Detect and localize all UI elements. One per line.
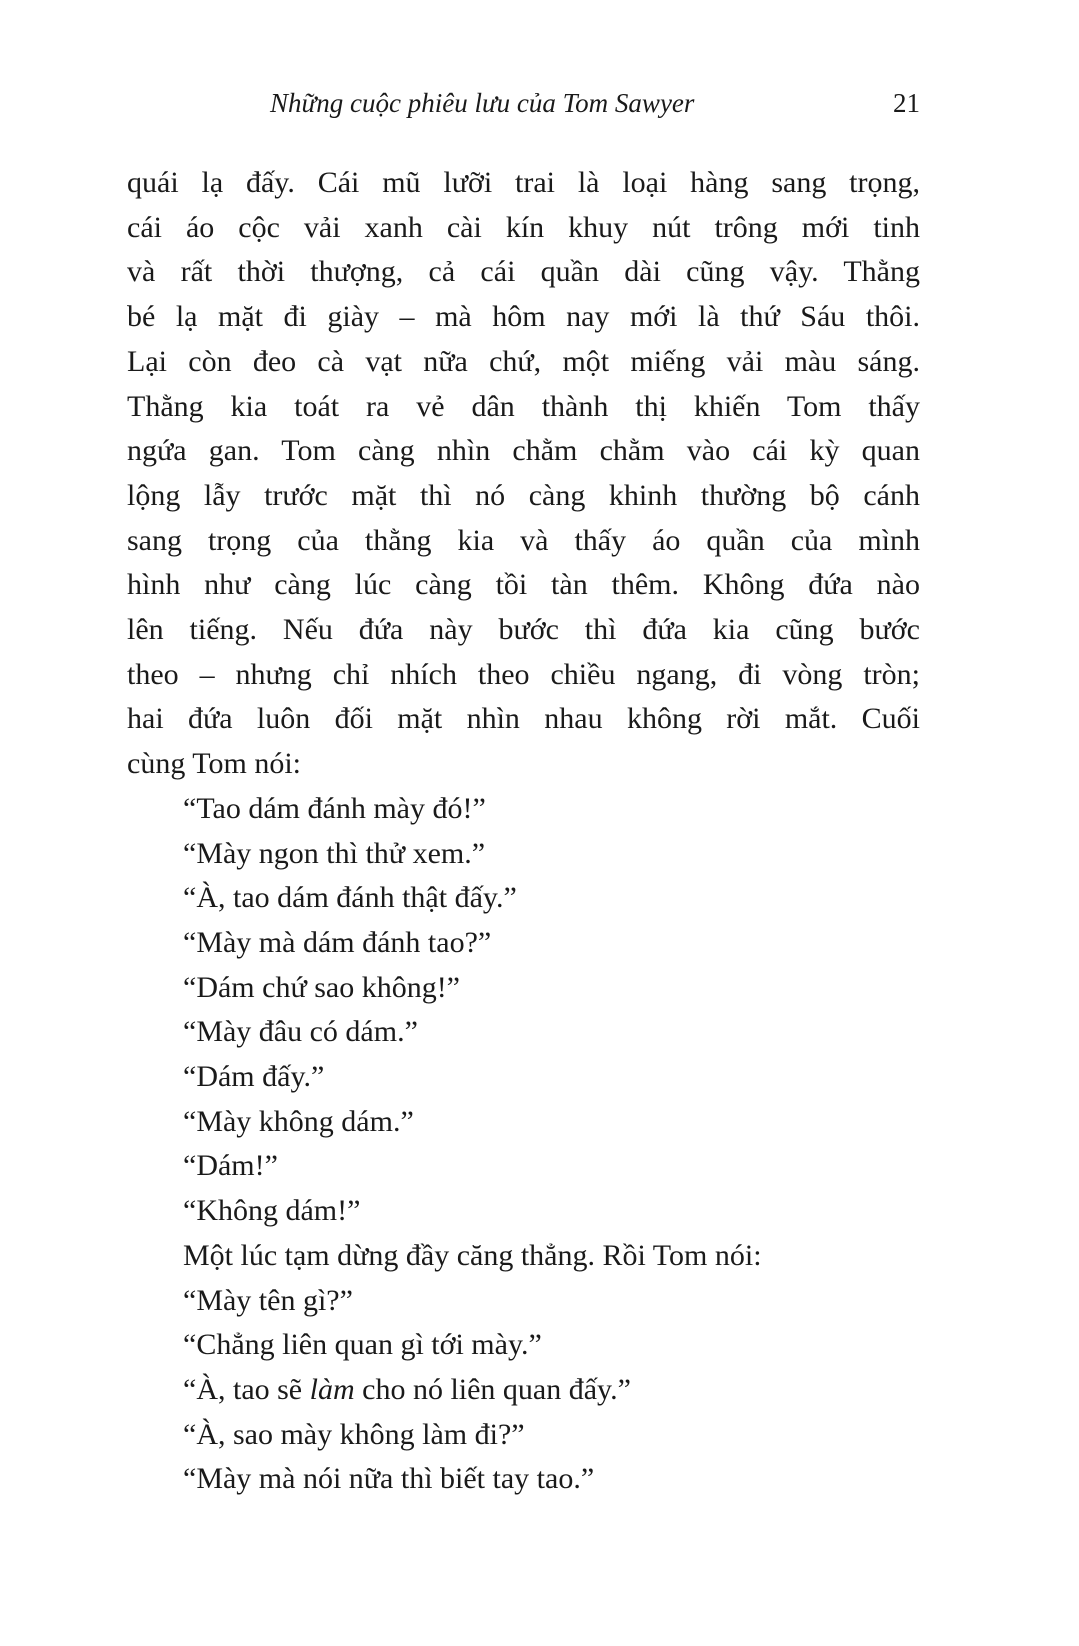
text-line: cái áo cộc vải xanh cài kín khuy nút trông mới tinh [127,210,920,244]
text-line: quái lạ đấy. Cái mũ lưỡi trai là loại hàng sang trọng, [127,166,920,199]
dialogue-line: “Mày mà nói nữa thì biết tay tao.” [183,1462,595,1496]
emphasis: làm [309,1372,355,1406]
dialogue-line: “Dám chứ sao không!” [183,970,461,1004]
text-segment: cho nó liên quan đấy.” [354,1372,631,1406]
dialogue-line: “Tao dám đánh mày đó!” [183,791,486,825]
page-body [127,161,920,1502]
dialogue-line: “Mày mà dám đánh tao?” [183,925,492,959]
text-line: và rất thời thượng, cả cái quần dài cũng vậy. Thằng [127,255,920,289]
text-segment: “À, tao sẽ [183,1372,310,1406]
running-title: Những cuộc phiêu lưu của Tom Sawyer [270,88,695,118]
text-line: ngứa gan. Tom càng nhìn chằm chằm vào cái kỳ quan [127,434,920,468]
text-line: bé lạ mặt đi giày – mà hôm nay mới là thứ Sáu thôi. [127,300,920,334]
dialogue-line: “Dám!” [183,1149,278,1183]
dialogue-line: “Mày ngon thì thử xem.” [183,836,486,870]
dialogue-line: “À, tao dám đánh thật đấy.” [183,881,517,915]
dialogue-line: “Chẳng liên quan gì tới mày.” [183,1328,542,1362]
text-line: hình như càng lúc càng tồi tàn thêm. Không đứa nào [127,568,920,602]
dialogue-block [127,1413,920,1502]
text-line: Thằng kia toát ra vẻ dân thành thị khiến Tom thấy [127,389,920,423]
paragraph [127,161,920,742]
dialogue-line: Một lúc tạm dừng đầy căng thẳng. Rồi Tom nói: [183,1238,762,1272]
dialogue-line-italic [127,1368,920,1413]
dialogue-line: “Mày tên gì?” [183,1283,353,1317]
dialogue-line: “Không dám!” [183,1194,361,1228]
dialogue-line: “Mày đâu có dám.” [183,1015,418,1049]
running-header [127,88,920,128]
text-line: Lại còn đeo cà vạt nữa chứ, một miếng vải màu sáng. [127,344,920,378]
text-line: lộng lẫy trước mặt thì nó càng khinh thường bộ cánh [127,478,920,512]
text-line: sang trọng của thằng kia và thấy áo quần của mình [127,523,920,557]
paragraph-last-line: cùng Tom nói: [127,747,302,781]
dialogue-line: “Mày không dám.” [183,1104,414,1138]
text-line: theo – nhưng chỉ nhích theo chiều ngang, đi vòng tròn; [127,657,920,691]
text-line: hai đứa luôn đối mặt nhìn nhau không rời mắt. Cuối [127,702,920,736]
dialogue-line: “Dám đấy.” [183,1060,325,1094]
dialogue-block [127,787,920,1368]
page-number: 21 [893,88,920,118]
dialogue-line: “À, sao mày không làm đi?” [183,1417,525,1451]
text-line: lên tiếng. Nếu đứa này bước thì đứa kia cũng bước [127,613,920,647]
